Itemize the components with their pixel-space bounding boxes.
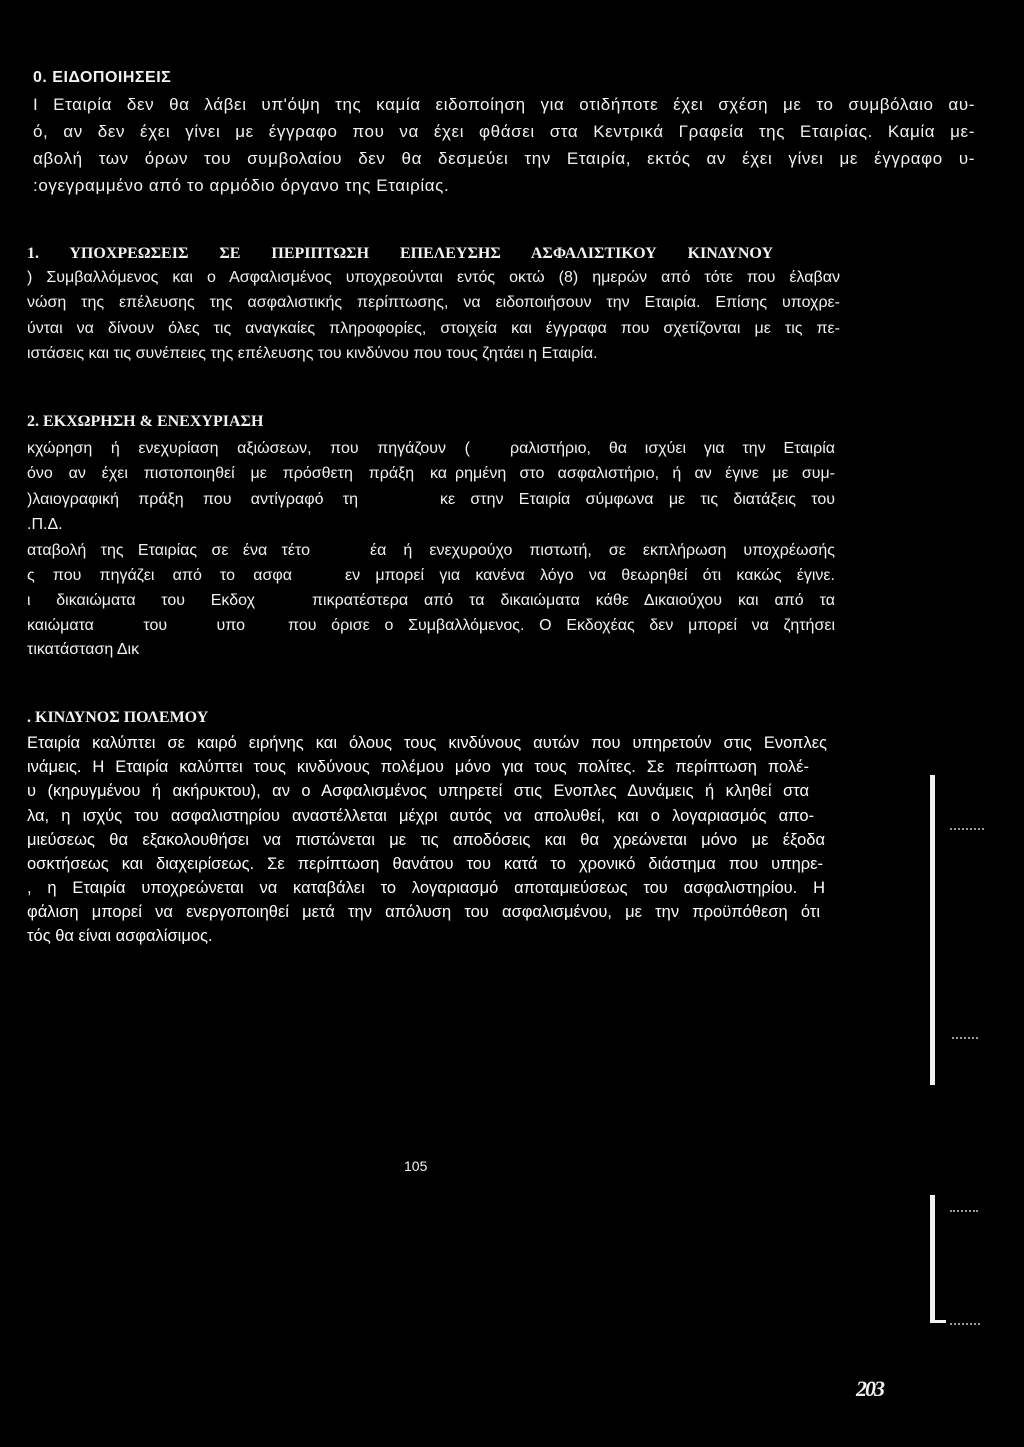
paragraph-line: μιεύσεως θα εξακολουθήσει να πιστώνεται με τις αποδόσεις και θα χρεώνεται μόνο με έξοδα [27,831,825,849]
paragraph-line-left: κχώρηση ή ενεχυρίαση αξιώσεων, που πηγάζουν ( [27,440,470,457]
paragraph-line: νώση της επέλευσης της ασφαλιστικής περίπτωσης, να ειδοποιήσουν την Εταιρία. Επίσης υποχρε- [27,294,840,311]
paragraph-line: λα, η ισχύς του ασφαλιστηρίου αναστέλλεται μέχρι αυτός να απολυθεί, και ο λογαριασμός απο- [27,807,814,825]
paragraph-line-right: ρημένη στο ασφαλιστήριο, ή αν έγινε με συμ- [455,465,835,482]
dotted-mark [952,1037,978,1039]
paragraph-line: :ογεγραμμένο από το αρμόδιο όργανο της Εταιρίας. [33,176,450,195]
dotted-mark [950,1210,978,1212]
paragraph-line-left: ς που πηγάζει από το ασφα [27,567,292,584]
paragraph-line-right: εν μπορεί για κανένα λόγο να θεωρηθεί ότι κακώς έγινε. [345,567,835,584]
paragraph-line: αβολή των όρων του συμβολαίου δεν θα δεσμεύει την Εταιρία, εκτός αν έχει γίνει με έγγραφο υ- [33,149,975,168]
paragraph-line: Ι Εταιρία δεν θα λάβει υπ'όψη της καμία ειδοποίηση για οτιδήποτε έχει σχέση με το συμβόλαιο αυ- [33,95,975,114]
paragraph-line-left: αταβολή της Εταιρίας σε ένα τέτο [27,542,310,559]
paragraph-line-right: πικρατέστερα από τα δικαιώματα κάθε Δικαιούχου και από τα [312,592,835,609]
paragraph-line: ύνται να δίνουν όλες τις αναγκαίες πληροφορίες, στοιχεία και έγγραφα που σχετίζονται με τις πε- [27,320,840,337]
paragraph-line-left: .Π.Δ. [27,516,63,533]
paragraph-line-left: όνο αν έχει πιστοποιηθεί με πρόσθετη πράξη κα [27,465,447,482]
section-heading: 1. ΥΠΟΧΡΕΩΣΕΙΣ ΣΕ ΠΕΡΙΠΤΩΣΗ ΕΠΕΛΕΥΣΗΣ ΑΣΦΑΛΙΣΤΙΚΟΥ ΚΙΝΔΥΝΟΥ [27,245,773,262]
dotted-mark [950,828,984,830]
paragraph-line-right: που όρισε ο Συμβαλλόμενος. Ο Εκδοχέας δεν μπορεί να ζητήσει [288,617,835,634]
margin-bar [930,1195,935,1323]
paragraph-line-right: ραλιστήριο, θα ισχύει για την Εταιρία [510,440,835,457]
handwritten-page-number: 203 [856,1376,883,1401]
section-heading: . ΚΙΝΔΥΝΟΣ ΠΟΛΕΜΟΥ [27,709,209,726]
paragraph-line: ιστάσεις και τις συνέπειες της επέλευσης του κινδύνου που τους ζητάει η Εταιρία. [27,345,598,362]
page-number: 105 [404,1158,428,1174]
paragraph-line: Εταιρία καλύπτει σε καιρό ειρήνης και όλους τους κινδύνους αυτών που υπηρετούν στις Ενοπλες [27,734,827,752]
paragraph-line-left: )λαιογραφική πράξη που αντίγραφό τη [27,491,358,508]
paragraph-line-left: καιώματα του υπο [27,617,245,634]
paragraph-line: φάλιση μπορεί να ενεργοποιηθεί μετά την απόλυση του ασφαλισμένου, με την προϋπόθεση ότι [27,903,820,921]
paragraph-line: ινάμεις. Η Εταιρία καλύπτει τους κινδύνους πολέμου μόνο για τους πολίτες. Σε περίπτωση πολέ- [27,758,809,776]
paragraph-line: ό, αν δεν έχει γίνει με έγγραφο που να έχει φθάσει στα Κεντρικά Γραφεία της Εταιρίας. Καμία με- [33,122,975,141]
paragraph-line: οσκτήσεως και διαχειρίσεως. Σε περίπτωση θανάτου του κατά το χρονικό διάστημα που υπηρε- [27,855,823,873]
paragraph-line-left: τικατάσταση Δικ [27,641,140,658]
margin-tick [930,1320,946,1323]
paragraph-line: υ (κηρυγμένου ή ακήρυκτου), αν ο Ασφαλισμένος υπηρετεί στις Ενοπλες Δυνάμεις ή κληθεί στα [27,782,809,800]
section-heading: 0. ΕΙΔΟΠΟΙΗΣΕΙΣ [33,69,172,86]
dotted-mark [950,1323,980,1325]
margin-bar [930,775,935,1085]
paragraph-line: , η Εταιρία υποχρεώνεται να καταβάλει το λογαριασμό αποταμιεύσεως του ασφαλιστηρίου. Η [27,879,825,897]
paragraph-line: ) Συμβαλλόμενος και ο Ασφαλισμένος υποχρεούνται εντός οκτώ (8) ημερών από τότε που έλαβαν [27,269,840,286]
paragraph-line-right: έα ή ενεχυρούχο πιστωτή, σε εκπλήρωση υποχρέωσής [370,542,835,559]
section-heading: 2. ΕΚΧΩΡΗΣΗ & ΕΝΕΧΥΡΙΑΣΗ [27,413,264,430]
paragraph-line: τός θα είναι ασφαλίσιμος. [27,927,213,945]
paragraph-line-right: κε στην Εταιρία σύμφωνα με τις διατάξεις του [440,491,835,508]
paragraph-line-left: ι δικαιώματα του Εκδοχ [27,592,255,609]
